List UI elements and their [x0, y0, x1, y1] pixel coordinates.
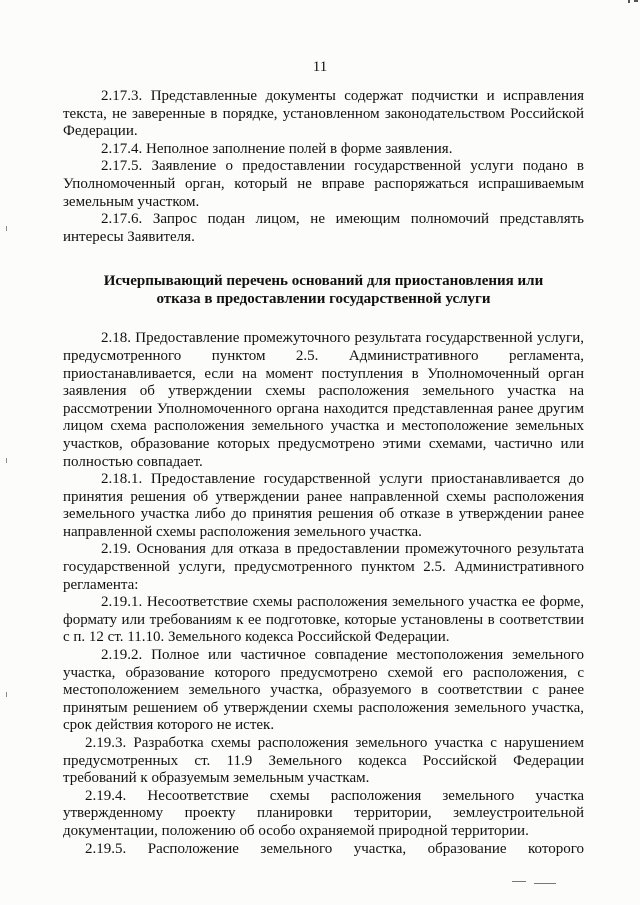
scan-mark — [512, 881, 526, 882]
scan-mark — [6, 226, 7, 231]
paragraph-2-19: 2.19. Основания для отказа в предоставлении промежуточного результата государственной услуги, предусмотренного пунктом 2.5. Административного регламента: — [63, 541, 584, 593]
document-body — [63, 88, 584, 858]
scan-mark — [634, 0, 638, 2]
scan-mark — [534, 883, 556, 884]
paragraph-2-19-1: 2.19.1. Несоответствие схемы расположения земельного участка ее форме, формату или требованиям к ее подготовке, которые установлены в соответствии с п. 12 ст. 11.10. Земельного кодекса Российской Федерации. — [63, 594, 584, 646]
scan-mark — [6, 458, 7, 463]
page-number: 11 — [312, 59, 328, 75]
section-heading-line-1: Исчерпывающий перечень оснований для приостановления или — [103, 273, 544, 290]
paragraph-2-17-6: 2.17.6. Запрос подан лицом, не имеющим полномочий представлять интересы Заявителя. — [63, 211, 584, 245]
paragraph-2-19-5: 2.19.5. Расположение земельного участка, образование которого — [85, 840, 584, 857]
paragraph-2-17-5: 2.17.5. Заявление о предоставлении государственной услуги подано в Уполномоченный орган, который не вправе распоряжаться испрашиваемым земельным участком. — [63, 158, 584, 210]
scan-mark — [6, 692, 7, 697]
section-heading-line-2: отказа в предоставлении государственной услуги — [156, 291, 491, 308]
paragraph-2-19-3: 2.19.3. Разработка схемы расположения земельного участка с нарушением предусмотренных ст. 11.9 Земельного кодекса Российской Федерации требований к образуемым земельным участкам. — [63, 735, 584, 787]
paragraph-2-18: 2.18. Предоставление промежуточного результата государственной услуги, предусмотренного пунктом 2.5. Административного регламента, приостанавливается, если на момент поступления в Уполномоченный орган заявления об утверждении схемы расположения земельного участка на рассмотрении Уполномоченного органа находится представленная ранее другим лицом схема расположения земельного участка и местоположение земельных участков, образование которых предусмотрено этими схемами, частично или полностью совпадает. — [63, 330, 584, 470]
paragraph-2-17-4: 2.17.4. Неполное заполнение полей в форме заявления. — [101, 140, 453, 157]
section-heading — [63, 272, 584, 308]
paragraph-2-18-1: 2.18.1. Предоставление государственной услуги приостанавливается до принятия решения об утверждении ранее направленной схемы расположения земельного участка либо до принятия решения об отказе в утверждении ранее направленной схемы расположения земельного участка. — [63, 471, 584, 540]
paragraph-2-19-2: 2.19.2. Полное или частичное совпадение местоположения земельного участка, образование которого предусмотрено схемой его расположения, с местоположением земельного участка, образуемого в соответствии с ранее принятым решением об утверждении схемы расположения земельного участка, срок действия которого не истек. — [63, 647, 584, 734]
paragraph-2-17-3: 2.17.3. Представленные документы содержат подчистки и исправления текста, не заверенные в порядке, установленном законодательством Российской Федерации. — [63, 88, 584, 140]
paragraph-2-19-4: 2.19.4. Несоответствие схемы расположения земельного участка утвержденному проекту планировки территории, землеустроительной документации, положению об особо охраняемой природной территории. — [63, 787, 584, 839]
scan-mark — [628, 0, 630, 3]
